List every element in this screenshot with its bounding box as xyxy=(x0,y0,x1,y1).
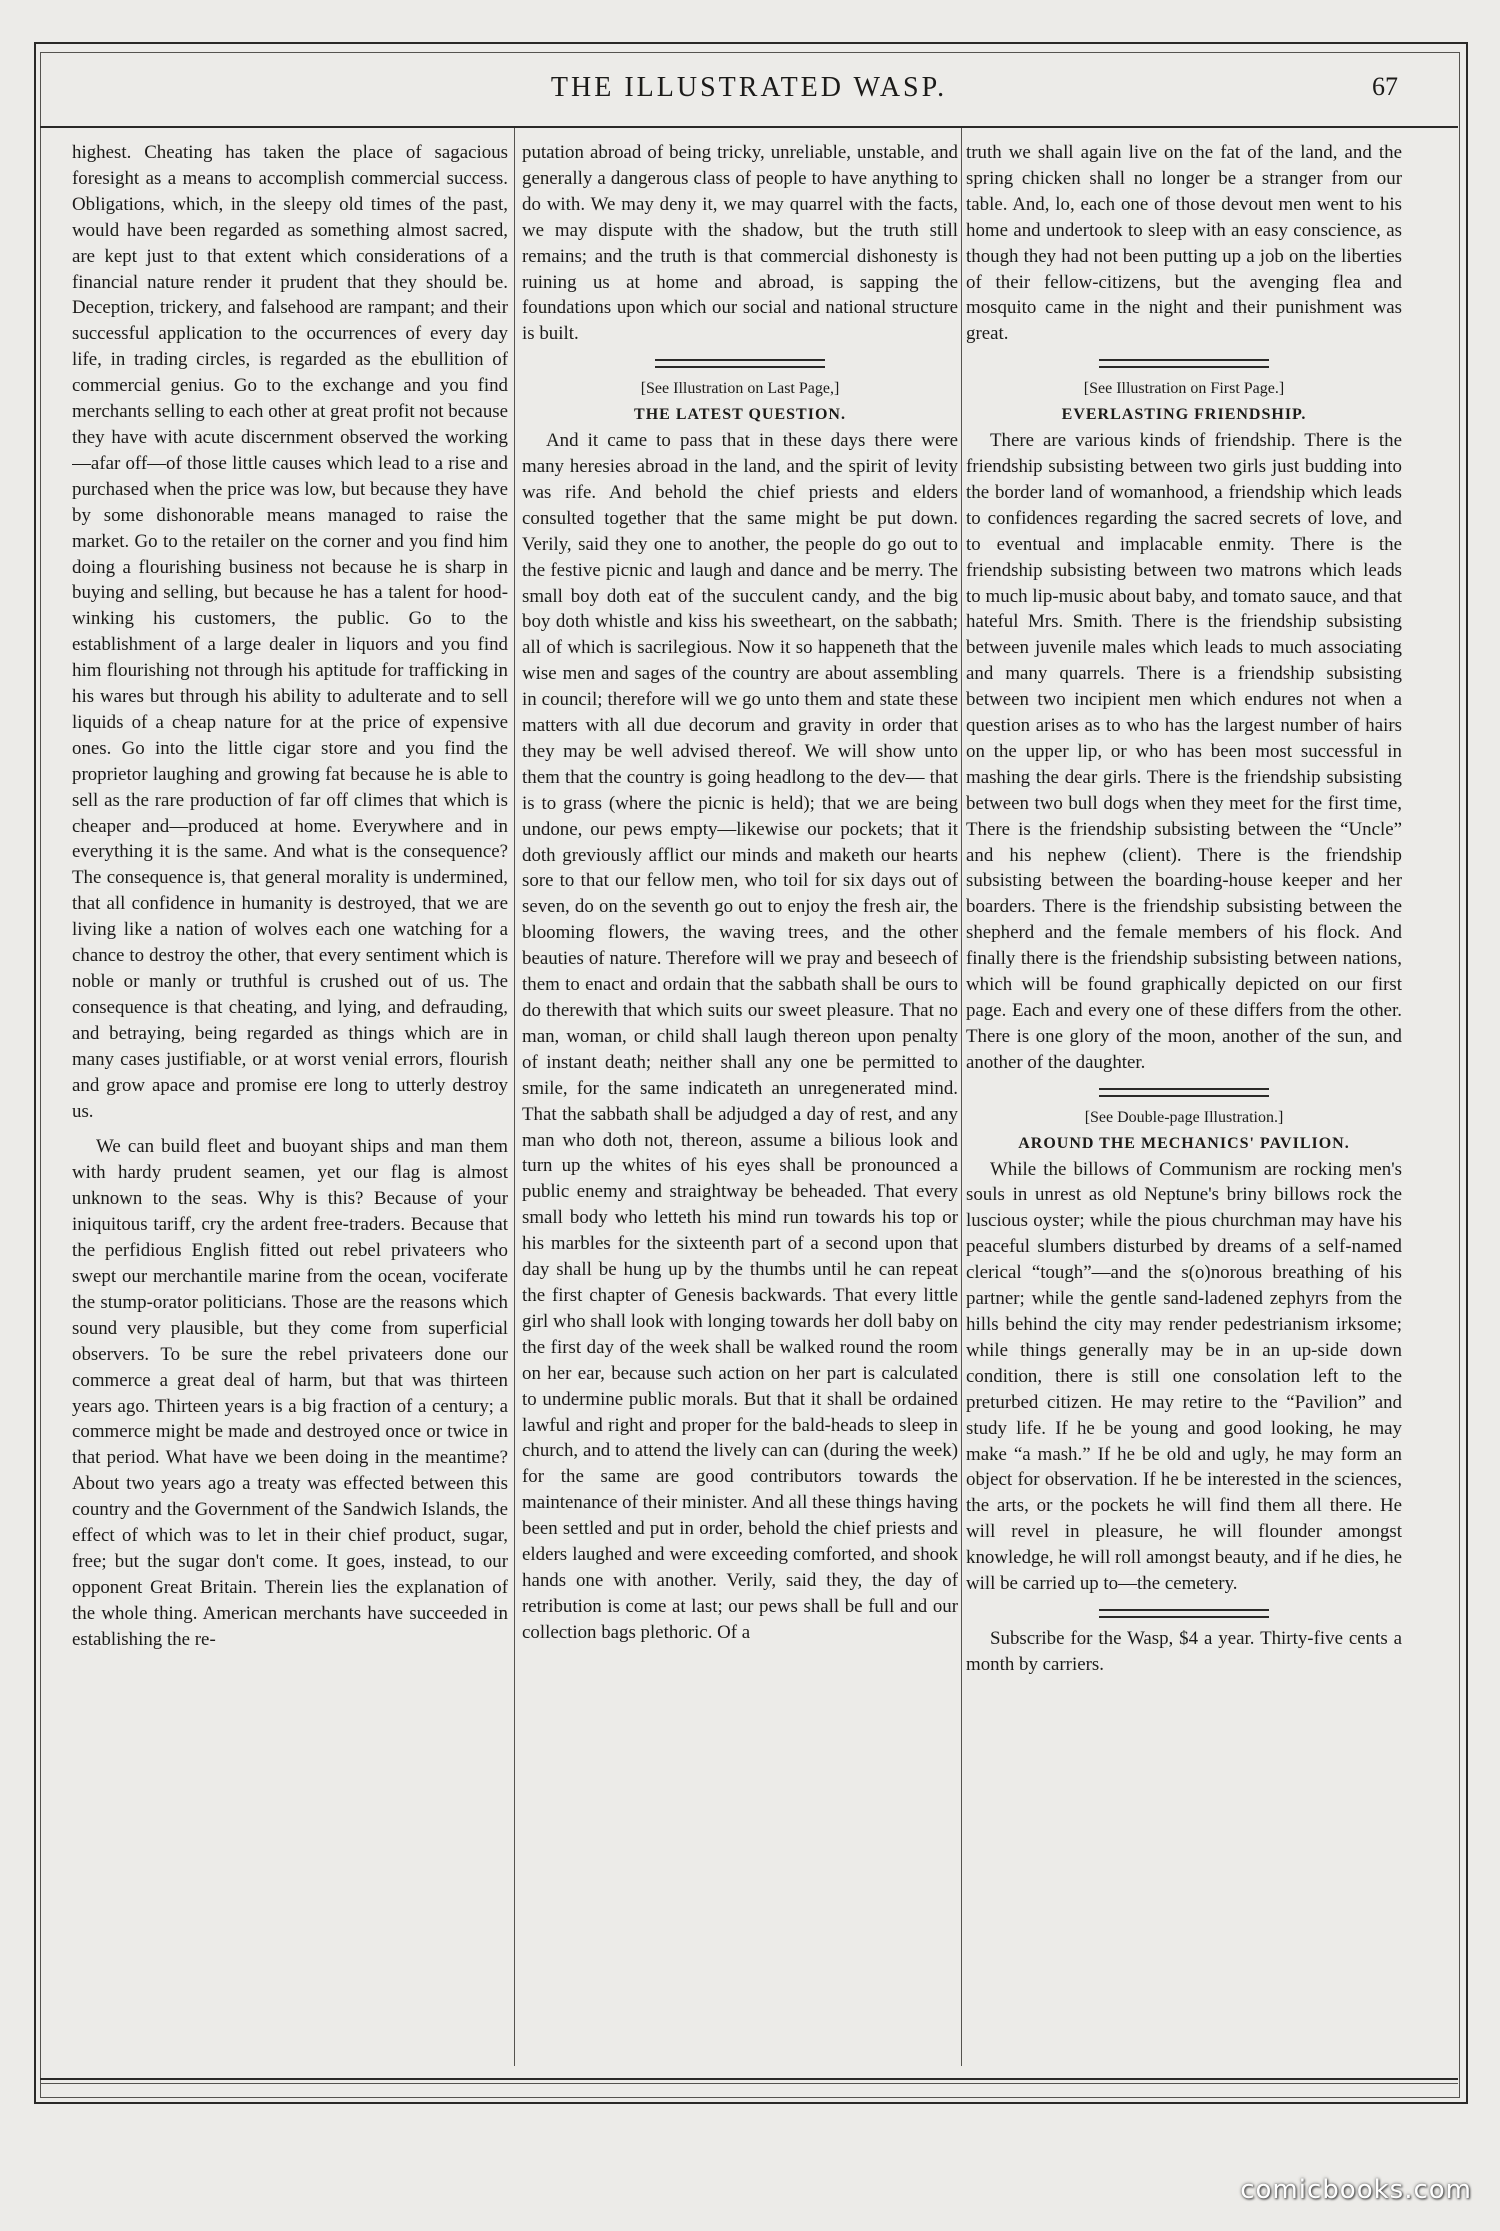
article-paragraph: There are various kinds of friendship. There is the friendship subsisting between two girls just budding into the border land of womanhood, a friendship which leads to confidences regarding the sacred secrets of love, and to eventual and implacable enmity. There is the friendship subsisting between two matrons which leads to much lip-music about baby, and tomato sauce, and that hateful Mrs. Smith. There is the friendship subsisting between juvenile males which leads to much associating and many quarrels. There is a friendship subsisting between two incipient men which endures not when a question arises as to who has the largest number of hairs on the upper lip, or who has been most successful in mashing the dear girls. There is the friendship subsisting between two bull dogs when they meet for the first time, There is the friendship subsisting between the “Uncle” and his nephew (client). There is the friendship subsisting between the boarding-house keeper and her boarders. There is the friendship subsisting between the shepherd and the female members of his flock. And finally there is the friendship subsisting between nations, which will be found graphically depicted on our first page. Each and every one of these differs from the other. There is one glory of the moon, another of the sun, and another of the daughter. xyxy=(966,430,1402,1073)
article-paragraph: While the billows of Communism are rocking men's souls in unrest as old Neptune's briny billows rock the luscious oyster; while the pious churchman may have his peaceful slumbers disturbed by dreams of a self-named clerical “tough”—and the s(o)norous breathing of his partner; while the gentle sand-ladened zephyrs from the hills behind the city may render pedestrianism irksome; while things generally may be in an up-side down condition, there is still one consolation left to the preturbed citizen. He may retire to the “Pavilion” and study life. If he be young and good looking, he may make “a mash.” If he be old and ugly, he may form an object for observation. If he be interested in the sciences, the arts, or the pockets he will find them all there. He will revel in pleasure, he will flounder amongst knowledge, he will roll amongst beauty, and if he dies, he will be carried up to—the cemetery. xyxy=(966,1158,1402,1595)
article-heading: EVERLASTING FRIENDSHIP. xyxy=(1061,406,1307,424)
section-separator xyxy=(1099,359,1269,368)
article-paragraph: truth we shall again live on the fat of the land, and the spring chicken shall no longer be a stranger from our table. And, lo, each one of those devout men went to his home and undertook to sleep with an easy conscience, as though they had not been putting up a job on the liberties of their fellow-citizens, but the avenging flea and mosquito came in the night and their punishment was great. xyxy=(966,142,1402,345)
page-header xyxy=(40,70,1458,110)
column-divider-1 xyxy=(514,128,515,2066)
article-paragraph: And it came to pass that in these days there were many heresies abroad in the land, and the spirit of levity was rife. And behold the chief priests and elders consulted together that the same might be put down. Verily, said they one to another, the people do go out to the festive picnic and laugh and dance and be merry. The small boy doth eat of the succulent candy, and the big boy doth whistle and kiss his sweetheart, on the sabbath; all of which is sacrilegious. Now it so happeneth that the wise men and sages of the country are about assembling in council; therefore will we go unto them and state these matters with all due decorum and gravity in order that they may be well advised thereof. We will show unto them that the country is going headlong to the dev— that is to grass (where the picnic is held); that we are being undone, our pews empty—likewise our pockets; that it doth greviously afflict our minds and maketh our hearts sore to that our fellow men, who toil for six days out of seven, do on the seventh go out to enjoy the fresh air, the blooming flowers, the waving trees, and the other beauties of nature. Therefore will we pray and beseech of them to enact and ordain that the sabbath shall be ours to do therewith that which suits our sweet pleasure. That no man, woman, or child shall laugh thereon upon penalty of instant death; neither shall any one be permitted to smile, for the same indicateth an unregenerated mind. That the sabbath shall be adjudged a day of rest, and any man who doth not, thereon, assume a bilious look and turn up the whites of his eyes shall be pronounced a public enemy and straightway be beheaded. That every small body who letteth his mind run towards his top or his marbles for the sixteenth part of a second upon that day shall be hung up by the thumbs until he can repeat the first chapter of Genesis backwards. That every little girl who shall look with longing towards her doll baby on the first day of the week shall be walked round the room on her ear, because such action on her part is calculated to undermine public morals. But that it shall be ordained lawful and right and proper for the bald-heads to sleep in church, and to attend the lively can can (during the week) for the same are good contributors towards the maintenance of their minister. And all these things having been settled and put in order, behold the chief priests and elders laughed and were exceeding comforted, and shook hands one with another. Verily, said they, the day of retribution is come at last; our pews shall be full and our collection bags plethoric. Of a xyxy=(522,430,958,1643)
illustration-note: [See Double-page Illustration.] xyxy=(1084,1108,1284,1126)
illustration-note: [See Illustration on Last Page,] xyxy=(640,380,840,398)
footer-rule-thin xyxy=(40,2083,1458,2084)
section-separator xyxy=(1099,1609,1269,1618)
section-separator xyxy=(1099,1088,1269,1097)
column-3 xyxy=(966,140,1402,2061)
subscription-notice: Subscribe for the Wasp, $4 a year. Thirty-five cents a month by carriers. xyxy=(966,1627,1402,1675)
illustration-note: [See Illustration on First Page.] xyxy=(1083,380,1285,398)
article-heading: THE LATEST QUESTION. xyxy=(634,406,846,424)
page-number: 67 xyxy=(1372,72,1398,101)
column-divider-2 xyxy=(961,128,962,2066)
column-2 xyxy=(522,140,958,2061)
masthead-title: THE ILLUSTRATED WASP. xyxy=(550,72,948,103)
watermark: comicbooks.com xyxy=(1240,2175,1472,2205)
article-paragraph: We can build fleet and buoyant ships and man them with hardy prudent seamen, yet our flag is almost unknown to the seas. Why is this? Because of your iniquitous tariff, cry the ardent free-traders. Because that the perfidious English fitted out rebel privateers who swept our merchantile marine from the ocean, vociferate the stump-orator politicians. Those are the reasons which sound very plausible, but they come from superficial observers. To be sure the rebel privateers done our commerce a great deal of harm, but that was thirteen years ago. Thirteen years is a big fraction of a century; a commerce might be made and destroyed once or twice in that period. What have we been doing in the meantime? About two years ago a treaty was effected between this country and the Government of the Sandwich Islands, the effect of which was to let in their chief product, sugar, free; but the sugar don't come. It goes, instead, to our opponent Great Britain. Therein lies the explanation of the whole thing. American merchants have succeeded in establishing the re- xyxy=(72,1136,508,1650)
article-paragraph: putation abroad of being tricky, unreliable, unstable, and generally a dangerous class of people to have anything to do with. We may deny it, we may quarrel with the facts, we may dispute with the shadow, but the truth still remains; and the truth is that commercial dishonesty is ruining us at home and abroad, is sapping the foundations upon which our social and national structure is built. xyxy=(522,142,958,345)
section-separator xyxy=(655,359,825,368)
header-rule xyxy=(40,126,1458,128)
article-paragraph: highest. Cheating has taken the place of sagacious foresight as a means to accomplish commercial success. Obligations, which, in the sleepy old times of the past, would have been regarded as something almost sacred, are kept just to that extent which considerations of a financial nature render it prudent that they should be. Deception, trickery, and falsehood are rampant; and their successful application to the occurrences of every day life, in trading circles, is regarded as the ebullition of commercial genius. Go to the exchange and you find merchants selling to each other at great profit not because they have with acute discernment observed the working—afar off—of those little causes which lead to a rise and purchased when the price was low, but because they have by some dishonorable means managed to raise the market. Go to the retailer on the corner and you find him doing a flourishing business not because he is sharp in buying and selling, but because he has a talent for hood-winking his customers, the public. Go to the establishment of a large dealer in liquors and you find him flourishing not through his aptitude for trafficking in his wares but through his ability to adulterate and to sell liquids of a cheap nature for at the price of expensive ones. Go into the little cigar store and you find the proprietor laughing and growing fat because he is able to sell as the rare production of far off climes that which is cheaper and—produced at home. Everywhere and in everything it is the same. And what is the consequence? The consequence is, that general morality is undermined, that all confidence in humanity is destroyed, that we are living like a nation of wolves each one watching for a chance to destroy the other, that every sentiment which is noble or manly or truthful is crushed out of us. The consequence is that cheating, and lying, and defrauding, and betraying, being regarded as things which are in many cases justifiable, or at worst venial errors, flourish and grow apace and promise ere long to utterly destroy us. xyxy=(72,142,508,1122)
article-heading: AROUND THE MECHANICS' PAVILION. xyxy=(1018,1134,1350,1152)
column-1 xyxy=(72,140,508,2061)
footer-rule xyxy=(40,2078,1458,2080)
